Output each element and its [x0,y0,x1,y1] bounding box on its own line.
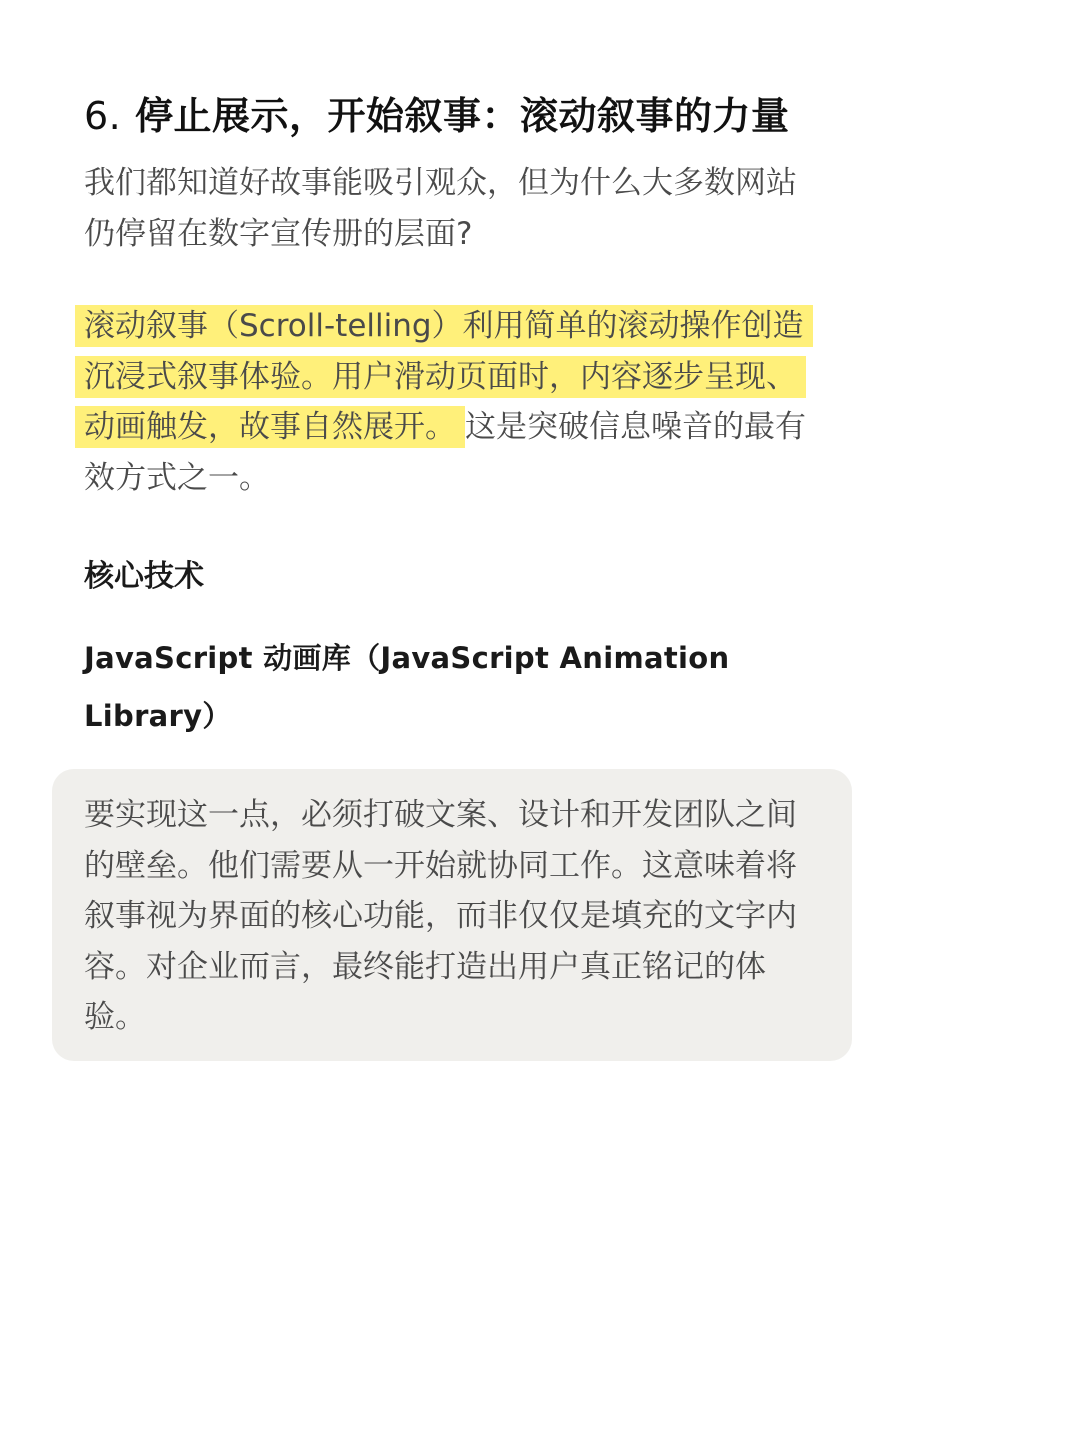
article-content [84,84,824,1061]
page-title [84,84,824,148]
subsection-heading: JavaScript 动画库（JavaScript Animation Library） [84,641,730,733]
quote-text: 要实现这一点，必须打破文案、设计和开发团队之间的壁垒。他们需要从一开始就协同工作。这意味着将叙事视为界面的核心功能，而非仅仅是填充的文字内容。对企业而言，最终能打造出用户真正铭记的体验。 [84,797,797,1035]
title-text: 停止展示，开始叙事：滚动叙事的力量 [135,94,790,138]
paragraph-tail-text: 这是突破信息噪音的最有效方式之一。 [84,409,806,496]
scrolltelling-paragraph [84,301,824,503]
intro-paragraph: 我们都知道好故事能吸引观众，但为什么大多数网站仍停留在数字宣传册的层面? [84,165,797,252]
title-number: 6. [84,94,122,138]
highlighted-text: 滚动叙事（Scroll-telling）利用简单的滚动操作创造沉浸式叙事体验。用户滑动页面时，内容逐步呈现、动画触发，故事自然展开。 [75,305,813,448]
section-heading: 核心技术 [84,559,204,594]
quote-block [52,769,852,1061]
